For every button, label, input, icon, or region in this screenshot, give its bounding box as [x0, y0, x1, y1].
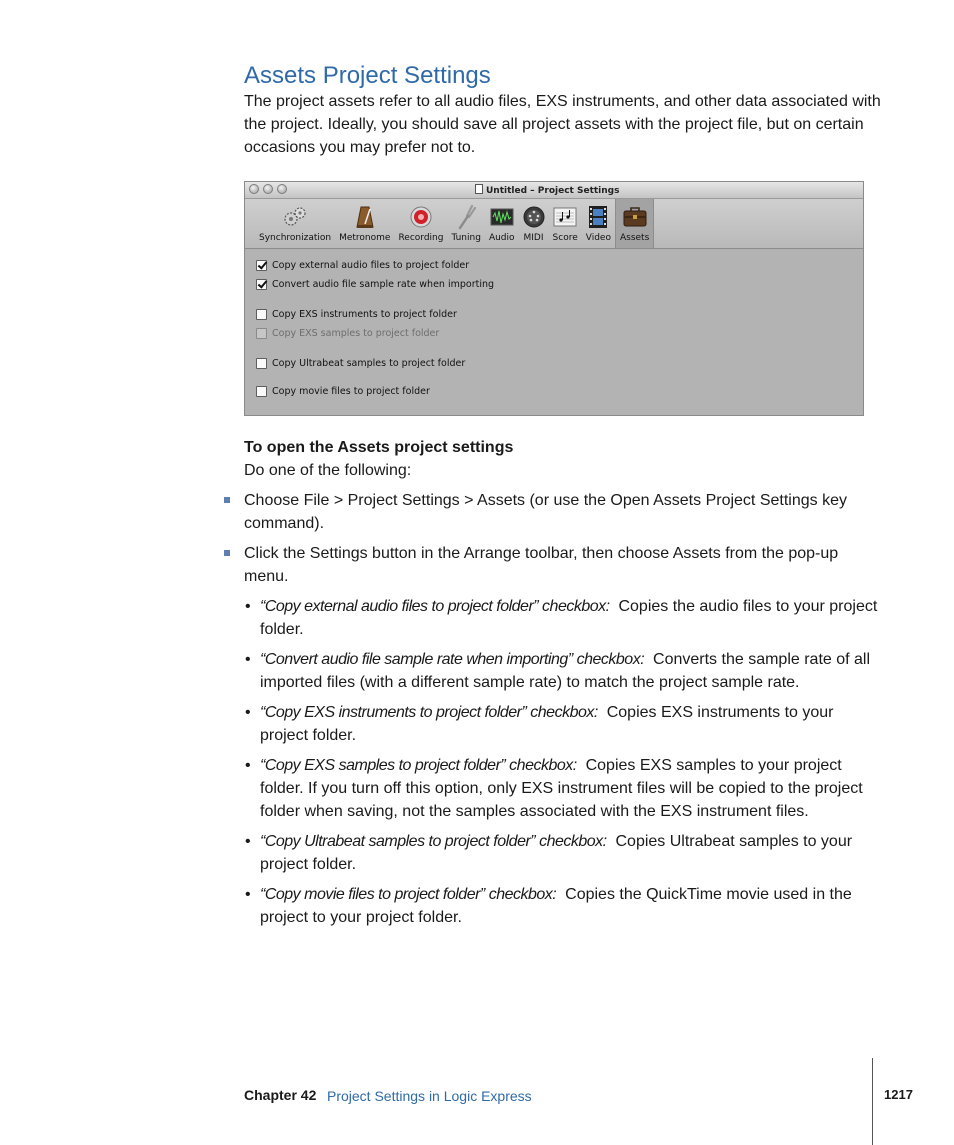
definition-term: “Convert audio file sample rate when importing” checkbox: [260, 651, 645, 668]
zoom-window-button[interactable] [277, 184, 287, 194]
definition-term: “Copy external audio files to project folder” checkbox: [260, 598, 610, 615]
tab-label: Audio [488, 233, 515, 243]
page-title: Assets Project Settings [244, 62, 491, 89]
definition-item [245, 754, 878, 823]
dot-bullet-icon: • [245, 833, 251, 850]
tab-label: Video [585, 233, 611, 243]
copy-audio-files-checkbox[interactable]: Copy external audio files to project folder [256, 258, 469, 272]
checkbox-unchecked [256, 309, 267, 320]
intro-paragraph: The project assets refer to all audio files, EXS instruments, and other data associated with the project. Ideally, you should save all project assets with the project file, but on certain occasions you may prefer not to. [244, 93, 881, 156]
footer-divider [872, 1058, 873, 1145]
footer-chapter: Chapter 42 [244, 1087, 317, 1103]
audio-icon [490, 204, 514, 230]
gears-icon [281, 204, 309, 230]
copy-ultrabeat-samples-checkbox[interactable]: Copy Ultrabeat samples to project folder [256, 356, 465, 370]
tab-tuning[interactable] [447, 199, 484, 248]
close-window-button[interactable] [249, 184, 259, 194]
checkbox-unchecked [256, 386, 267, 397]
definition-term: “Copy EXS samples to project folder” checkbox: [260, 757, 577, 774]
tab-label: Synchronization [259, 233, 332, 243]
definition-item [245, 830, 878, 876]
window-titlebar [245, 182, 863, 199]
page-number: 1217 [884, 1087, 913, 1102]
definition-text: Copies EXS samples to your project folder. If you turn off this option, only EXS instrument files will be copied to the project folder when saving, not the samples associated with the EXS instrument files. [260, 757, 863, 820]
definition-text: Converts the sample rate of all imported files (with a different sample rate) to match the project sample rate. [260, 651, 871, 691]
definition-text: Copies the audio files to your project folder. [260, 598, 878, 638]
tab-metronome[interactable] [335, 199, 394, 248]
briefcase-icon [622, 204, 648, 230]
tab-label: Score [552, 233, 578, 243]
tab-recording[interactable] [394, 199, 447, 248]
square-bullet-icon [224, 497, 230, 503]
metronome-icon [354, 204, 376, 230]
step-item: Click the Settings button in the Arrange toolbar, then choose Assets from the pop-up menu. [244, 542, 879, 588]
minimize-window-button[interactable] [263, 184, 273, 194]
footer-chapter-title[interactable]: Project Settings in Logic Express [327, 1088, 532, 1104]
definition-text: Copies EXS instruments to your project folder. [260, 704, 834, 744]
definition-item [245, 595, 878, 641]
checkbox-unchecked [256, 358, 267, 369]
checkbox-checked [256, 279, 267, 290]
definition-term: “Copy movie files to project folder” checkbox: [260, 886, 557, 903]
project-settings-window [244, 181, 864, 416]
definition-term: “Copy EXS instruments to project folder” checkbox: [260, 704, 598, 721]
definition-item [245, 883, 878, 929]
tab-midi[interactable] [519, 199, 549, 248]
dot-bullet-icon: • [245, 598, 251, 615]
settings-toolbar [245, 199, 863, 249]
dot-bullet-icon: • [245, 886, 251, 903]
definition-text: Copies Ultrabeat samples to your project folder. [260, 833, 853, 873]
tab-label: MIDI [523, 233, 544, 243]
tab-synchronization[interactable] [255, 199, 335, 248]
definition-item [245, 701, 878, 747]
definition-text: Copies the QuickTime movie used in the project to your project folder. [260, 886, 852, 926]
definition-term: “Copy Ultrabeat samples to project folder” checkbox: [260, 833, 607, 850]
tab-video[interactable] [582, 199, 615, 248]
tab-audio[interactable] [485, 199, 519, 248]
video-icon [588, 204, 608, 230]
step-item: Choose File > Project Settings > Assets (or use the Open Assets Project Settings key command). [244, 489, 879, 535]
score-icon [553, 204, 577, 230]
tab-label: Metronome [339, 233, 391, 243]
copy-movie-files-checkbox[interactable]: Copy movie files to project folder [256, 384, 430, 398]
definition-item [245, 648, 878, 694]
convert-sample-rate-checkbox[interactable]: Convert audio file sample rate when importing [256, 277, 494, 291]
checkbox-disabled [256, 328, 267, 339]
checkbox-checked [256, 260, 267, 271]
tuning-fork-icon [455, 204, 477, 230]
document-icon [475, 184, 483, 194]
midi-icon [523, 204, 545, 230]
dot-bullet-icon: • [245, 704, 251, 721]
square-bullet-icon [224, 550, 230, 556]
dot-bullet-icon: • [245, 651, 251, 668]
record-icon [409, 204, 433, 230]
tab-score[interactable] [549, 199, 582, 248]
tab-assets[interactable] [615, 199, 654, 248]
task-heading: To open the Assets project settings [244, 439, 514, 456]
copy-exs-instruments-checkbox[interactable]: Copy EXS instruments to project folder [256, 307, 457, 321]
tab-label: Recording [398, 233, 444, 243]
dot-bullet-icon: • [245, 757, 251, 774]
task-lead: Do one of the following: [244, 462, 412, 479]
tab-label: Assets [619, 233, 650, 243]
copy-exs-samples-checkbox: Copy EXS samples to project folder [256, 326, 439, 340]
tab-label: Tuning [451, 233, 481, 243]
window-title: Untitled – Project Settings [486, 186, 620, 196]
